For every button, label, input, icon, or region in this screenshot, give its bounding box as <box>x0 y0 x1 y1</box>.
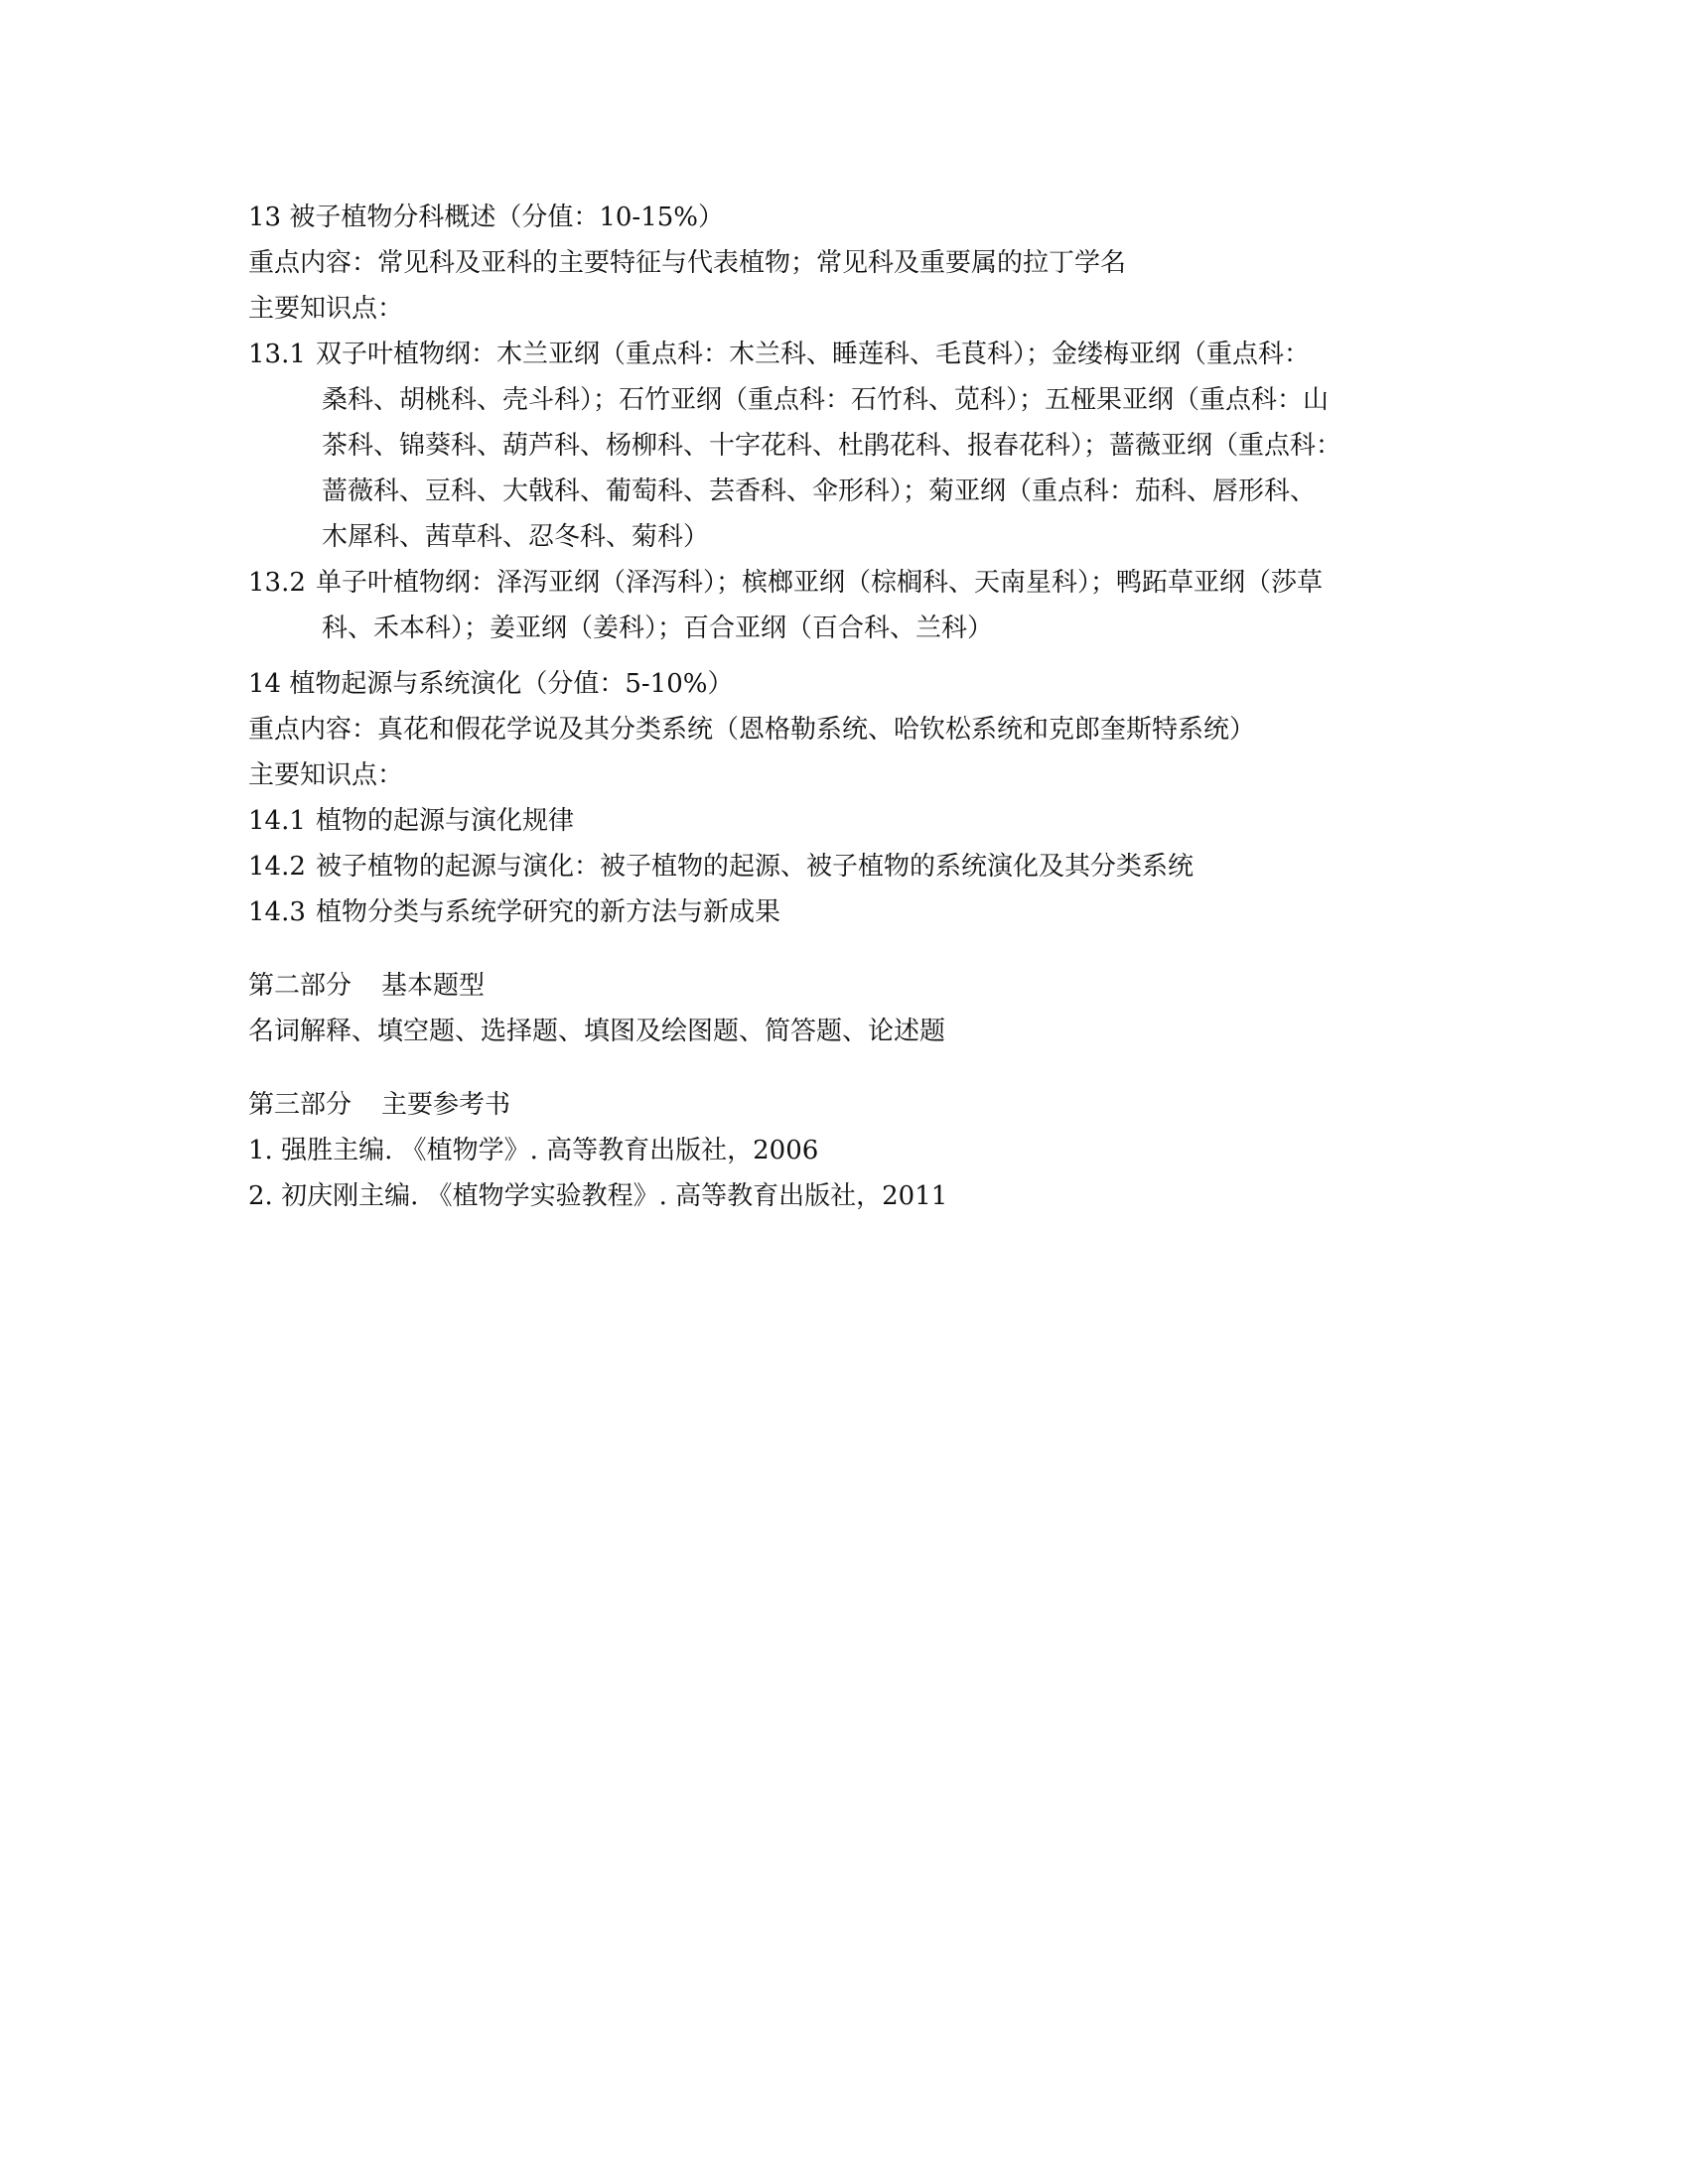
item-14-2 <box>248 844 1460 889</box>
section-13-title: 13 被子植物分科概述（分值：10-15%） <box>248 203 725 232</box>
item-line: 木犀科、茜草科、忍冬科、菊科） <box>322 522 710 552</box>
section-13-points-label: 主要知识点： <box>248 294 404 324</box>
item-13-1 <box>248 332 1460 377</box>
item-line: 科、禾本科）；姜亚纲（姜科）；百合亚纲（百合科、兰科） <box>322 614 994 643</box>
item-line: 茶科、锦葵科、葫芦科、杨柳科、十字花科、杜鹃花科、报春花科）；蔷薇亚纲（重点科： <box>322 431 1342 461</box>
section-14-key-content: 重点内容：真花和假花学说及其分类系统（恩格勒系统、哈钦松系统和克郎奎斯特系统） <box>248 715 1256 745</box>
item-line: 单子叶植物纲：泽泻亚纲（泽泻科）；槟榔亚纲（棕榈科、天南星科）；鸭跖草亚纲（莎草 <box>316 568 1324 598</box>
part-3-heading <box>248 1082 1460 1128</box>
item-number: 14.2 <box>248 852 306 882</box>
item-line: 蔷薇科、豆科、大戟科、葡萄科、芸香科、伞形科）；菊亚纲（重点科：茄科、唇形科、 <box>322 477 1317 506</box>
item-body <box>316 332 1460 377</box>
item-13-2 <box>248 560 1460 606</box>
part-2-heading <box>248 963 1460 1009</box>
section-14-title: 14 植物起源与系统演化（分值：5-10%） <box>248 669 734 699</box>
item-number: 14.1 <box>248 806 306 836</box>
section-13-key-content: 重点内容：常见科及亚科的主要特征与代表植物；常见科及重要属的拉丁学名 <box>248 248 1127 278</box>
item-text: 被子植物的起源与演化：被子植物的起源、被子植物的系统演化及其分类系统 <box>316 852 1195 882</box>
section-14-points-label: 主要知识点： <box>248 760 404 790</box>
document-content <box>248 195 1460 1219</box>
item-text: 植物分类与系统学研究的新方法与新成果 <box>316 897 781 927</box>
reference-item: 2. 初庆刚主编. 《植物学实验教程》. 高等教育出版社，2011 <box>248 1181 948 1211</box>
part-2-question-types: 名词解释、填空题、选择题、填图及绘图题、简答题、论述题 <box>248 1017 946 1046</box>
reference-item: 1. 强胜主编. 《植物学》. 高等教育出版社，2006 <box>248 1136 819 1165</box>
item-number: 14.3 <box>248 897 306 927</box>
item-14-3 <box>248 889 1460 935</box>
item-text: 植物的起源与演化规律 <box>316 806 575 836</box>
item-14-1 <box>248 798 1460 844</box>
item-line: 桑科、胡桃科、壳斗科）；石竹亚纲（重点科：石竹科、苋科）；五桠果亚纲（重点科：山 <box>322 385 1330 415</box>
part-3-number: 第三部分 <box>248 1090 352 1120</box>
item-line: 双子叶植物纲：木兰亚纲（重点科：木兰科、睡莲科、毛茛科）；金缕梅亚纲（重点科： <box>316 340 1311 369</box>
item-body <box>316 560 1460 606</box>
part-2-number: 第二部分 <box>248 971 352 1001</box>
item-number: 13.1 <box>248 340 306 369</box>
part-2-title: 基本题型 <box>381 971 486 1001</box>
part-3-title: 主要参考书 <box>381 1090 511 1120</box>
item-number: 13.2 <box>248 568 306 598</box>
